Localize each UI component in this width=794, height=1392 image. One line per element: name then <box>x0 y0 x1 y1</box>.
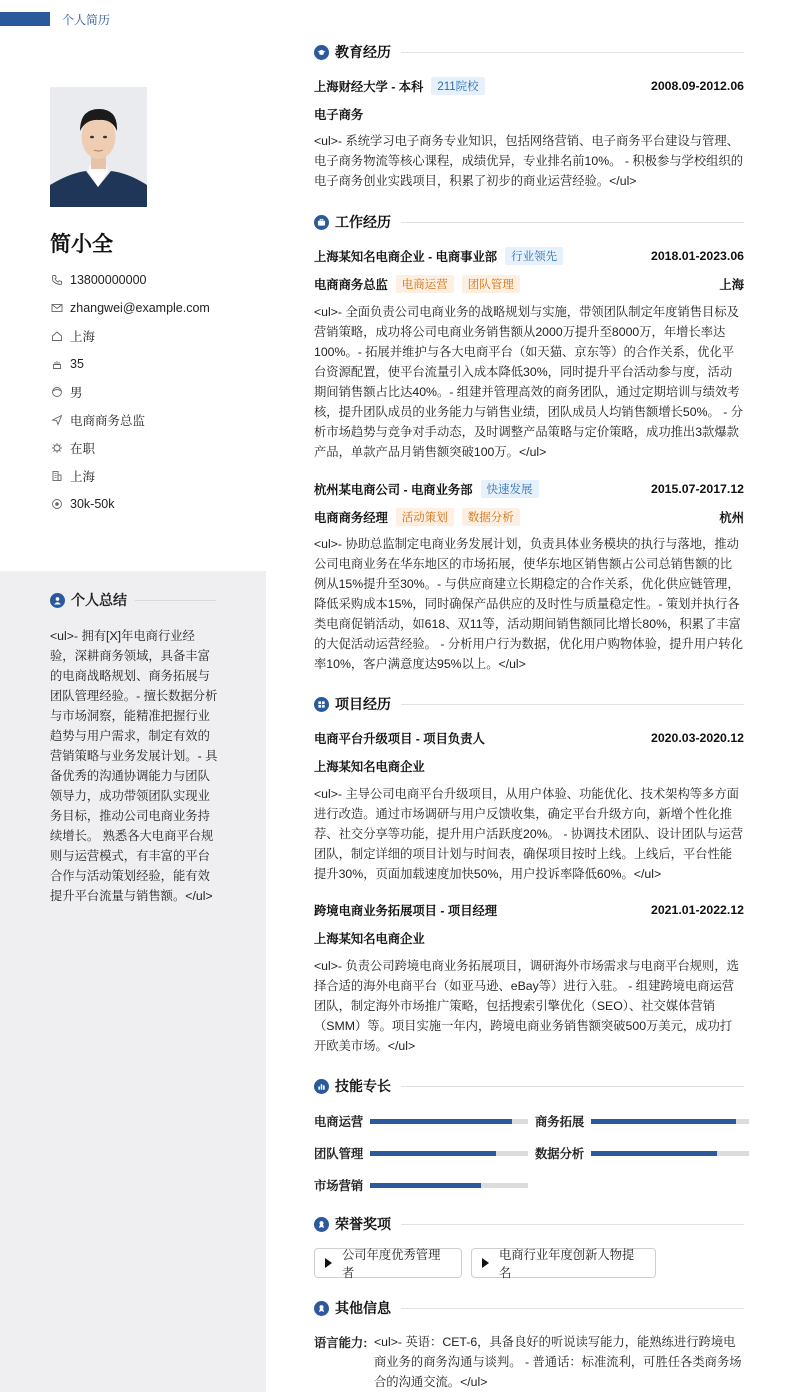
awards-title: 荣誉奖项 <box>335 1216 391 1232</box>
grid-icon <box>314 697 329 712</box>
skills-title: 技能专长 <box>335 1078 391 1094</box>
info-age-value: 35 <box>70 357 84 371</box>
info-city <box>50 462 210 490</box>
skill-bar-fill <box>591 1119 736 1124</box>
work-2-role: 电商商务经理 <box>314 511 388 525</box>
award-name: 电商行业年度创新人物提名 <box>499 1248 635 1280</box>
education-row <box>314 77 744 95</box>
work-1-city: 上海 <box>719 278 744 292</box>
info-position-value: 电商商务总监 <box>70 414 146 428</box>
home-icon <box>50 329 64 343</box>
info-gender <box>50 378 210 406</box>
info-age <box>50 350 210 378</box>
project-1-org: 上海某知名电商企业 <box>314 760 425 774</box>
skill-item <box>535 1112 749 1130</box>
work-1-skill-tag-1: 电商运营 <box>396 275 454 293</box>
info-status-value: 在职 <box>70 442 96 456</box>
header-accent-bar <box>0 12 50 26</box>
page-title: 个人简历 <box>62 13 111 27</box>
play-icon <box>325 1258 332 1268</box>
play-icon <box>482 1258 489 1268</box>
skill-bar-track <box>370 1183 528 1188</box>
work-2-skill-tag-2: 数据分析 <box>462 508 520 526</box>
language-text: <ul>- 英语：CET-6，具备良好的听说读写能力，能熟练进行跨境电商业务的商务沟通与谈判。 - 普通话：标准流利，可胜任各类商务场合的沟通交流。</ul> <box>374 1335 742 1389</box>
work-divider <box>401 222 744 223</box>
skill-item <box>314 1144 528 1162</box>
project-2-org: 上海某知名电商企业 <box>314 932 425 946</box>
info-city-value: 上海 <box>70 470 96 484</box>
project-1-row <box>314 729 744 747</box>
work-1-company-row <box>314 247 744 265</box>
profile-name: 简小全 <box>50 233 113 256</box>
work-2-company-row <box>314 480 744 498</box>
work-2-period: 2015.07-2017.12 <box>651 482 744 496</box>
work-1-role: 电商商务总监 <box>314 278 388 292</box>
skill-name: 团队管理 <box>314 1147 364 1161</box>
education-divider <box>401 52 744 53</box>
summary-heading <box>50 590 216 610</box>
info-home <box>50 322 210 350</box>
work-1-role-row <box>314 275 744 293</box>
work-2-skill-tag-1: 活动策划 <box>396 508 454 526</box>
work-2-tag: 快速发展 <box>481 480 539 498</box>
briefcase-icon <box>314 215 329 230</box>
info-phone-value: 13800000000 <box>70 273 147 287</box>
profile-photo <box>50 87 147 207</box>
other-heading <box>314 1298 744 1318</box>
work-1-desc: <ul>- 全面负责公司电商业务的战略规划与实施，带领团队制定年度销售目标及营销策略，成功将公司电商业务销售额从2000万提升至8000万，年增长率达100%。- 拓展并维护与各大电商平台（如天猫、京东等）的合作关系，优化平台资源配置，使平台流量引入成本降低30%，同时提升平台活动参与度，活动期间销售额占比达40%。- 组建并管理高效的商务团队，通过定期培训与绩效考核，提升团队成员的业务能力与销售业绩，团队成员人均销售额增长50%。 - 分析市场趋势与竞争对手动态，及时调整产品策略与定价策略，成功推出3款爆款产品，单款产品月销售额突破100万。</ul> <box>314 305 744 459</box>
award-icon <box>314 1217 329 1232</box>
info-home-value: 上海 <box>70 330 96 344</box>
info-phone <box>50 266 210 294</box>
info-gender-value: 男 <box>70 386 83 400</box>
projects-divider <box>401 704 744 705</box>
language-label: 语言能力: <box>314 1336 368 1350</box>
education-period: 2008.09-2012.06 <box>651 79 744 93</box>
project-2-name: 跨境电商业务拓展项目 - 项目经理 <box>314 904 498 918</box>
skill-bar-fill <box>370 1119 512 1124</box>
building-icon <box>50 469 64 483</box>
skills-divider <box>401 1086 744 1087</box>
other-title: 其他信息 <box>335 1300 391 1316</box>
projects-title: 项目经历 <box>335 696 391 712</box>
awards-heading <box>314 1214 744 1234</box>
summary-text: <ul>- 拥有[X]年电商行业经验，深耕商务领域，具备丰富的电商战略规划、商务拓展与团队管理经验。- 擅长数据分析与市场洞察，能精准把握行业趋势与用户需求，制定有效的营销策略与业务发展计划。- 具备优秀的沟通协调能力与团队领导力，成功带领团队实现业务目标，推动公司电商业务持续增长。 熟悉各大电商平台规则与运营模式，有丰富的平台合作与活动策划经验，能有效提升平台流量与销售额。</ul> <box>50 629 218 903</box>
salary-icon <box>50 497 64 511</box>
work-2-company: 杭州某电商公司 - 电商业务部 <box>314 483 473 497</box>
phone-icon <box>50 273 64 287</box>
project-1-desc: <ul>- 主导公司电商平台升级项目，从用户体验、功能优化、技术架构等多方面进行改造。通过市场调研与用户反馈收集，确定平台升级方向，新增个性化推荐、社交分享等功能，提升用户活跃度20%。 - 协调技术团队、设计团队与运营团队，制定详细的项目计划与时间表，确保项目按时上线。上线后，平台性能提升30%，页面加载速度加快50%，用户投诉率降低60%。</ul> <box>314 787 744 881</box>
info-email <box>50 294 210 322</box>
project-1-period: 2020.03-2020.12 <box>651 731 744 745</box>
age-icon <box>50 357 64 371</box>
education-desc: <ul>- 系统学习电子商务专业知识，包括网络营销、电子商务平台建设与管理、电子商务物流等核心课程，成绩优异，专业排名前10%。 - 积极参与学校组织的电子商务创业实践项目，积累了初步的商业运营经验。</ul> <box>314 134 744 188</box>
work-2-city: 杭州 <box>719 511 744 525</box>
mail-icon <box>50 301 64 315</box>
skill-item <box>314 1176 528 1194</box>
work-2-role-row <box>314 508 744 526</box>
work-1-skill-tag-2: 团队管理 <box>462 275 520 293</box>
work-heading <box>314 212 744 232</box>
skill-item <box>314 1112 528 1130</box>
skill-bar-track <box>591 1119 749 1124</box>
info-email-value: zhangwei@example.com <box>70 301 210 315</box>
work-1-company: 上海某知名电商企业 - 电商事业部 <box>314 250 498 264</box>
gender-icon <box>50 385 64 399</box>
skills-heading <box>314 1076 744 1096</box>
projects-heading <box>314 694 744 714</box>
work-2-desc: <ul>- 协助总监制定电商业务发展计划，负责具体业务模块的执行与落地，推动公司电商业务在华东地区的市场拓展，使华东地区销售额占公司总销售额的比例从15%提升至30%。- 与供应商建立长期稳定的合作关系，优化供应链管理，降低采购成本15%，同时确保产品供应的及时性与质量稳定性。- 策划并执行各类电商促销活动，如618、双11等，活动期间销售额同比增长80%，积累了丰富的大促活动运营经验。 - 分析用户行为数据，优化用户购物体验，提升用户转化率10%，客户满意度达95%以上。</ul> <box>314 537 744 671</box>
project-2-period: 2021.01-2022.12 <box>651 903 744 917</box>
work-1-tag: 行业领先 <box>505 247 563 265</box>
summary-divider <box>135 600 216 601</box>
award-item <box>471 1248 656 1278</box>
status-icon <box>50 441 64 455</box>
education-school: 上海财经大学 - 本科 <box>314 80 424 94</box>
skill-bar-track <box>591 1151 749 1156</box>
awards-divider <box>401 1224 744 1225</box>
skill-bar-fill <box>591 1151 717 1156</box>
education-title: 教育经历 <box>335 44 391 60</box>
skill-item <box>535 1144 749 1162</box>
education-major-row <box>314 105 744 123</box>
send-icon <box>50 413 64 427</box>
project-2-desc: <ul>- 负责公司跨境电商业务拓展项目，调研海外市场需求与电商平台规则，选择合适的海外电商平台（如亚马逊、eBay等）进行入驻。 - 组建跨境电商运营团队，制定海外市场推广策略，包括搜索引擎优化（SEO）、社交媒体营销（SMM）等。项目实施一年内，跨境电商业务销售额突破500万美元，成功打开欧美市场。</ul> <box>314 959 739 1053</box>
info-salary <box>50 490 210 518</box>
info-position <box>50 406 210 434</box>
award-item <box>314 1248 462 1278</box>
bar-chart-icon <box>314 1079 329 1094</box>
skill-name: 电商运营 <box>314 1115 364 1129</box>
work-1-period: 2018.01-2023.06 <box>651 249 744 263</box>
skill-bar-track <box>370 1119 528 1124</box>
award-icon <box>314 1301 329 1316</box>
skill-bar-fill <box>370 1183 481 1188</box>
graduation-cap-icon <box>314 45 329 60</box>
info-salary-value: 30k-50k <box>70 497 115 511</box>
education-major: 电子商务 <box>314 108 364 122</box>
contact-info-list <box>50 266 210 518</box>
skill-bar-track <box>370 1151 528 1156</box>
education-tag: 211院校 <box>431 77 484 95</box>
education-heading <box>314 42 744 62</box>
work-title: 工作经历 <box>335 214 391 230</box>
other-divider <box>401 1308 744 1309</box>
award-name: 公司年度优秀管理者 <box>342 1248 441 1280</box>
skill-bar-fill <box>370 1151 496 1156</box>
project-1-name: 电商平台升级项目 - 项目负责人 <box>314 732 485 746</box>
project-2-org-row <box>314 929 744 947</box>
summary-title: 个人总结 <box>71 592 127 608</box>
info-status <box>50 434 210 462</box>
user-icon <box>50 593 65 608</box>
skill-name: 数据分析 <box>535 1147 585 1161</box>
skill-name: 市场营销 <box>314 1179 364 1193</box>
project-2-row <box>314 901 744 919</box>
skill-name: 商务拓展 <box>535 1115 585 1129</box>
project-1-org-row <box>314 757 744 775</box>
